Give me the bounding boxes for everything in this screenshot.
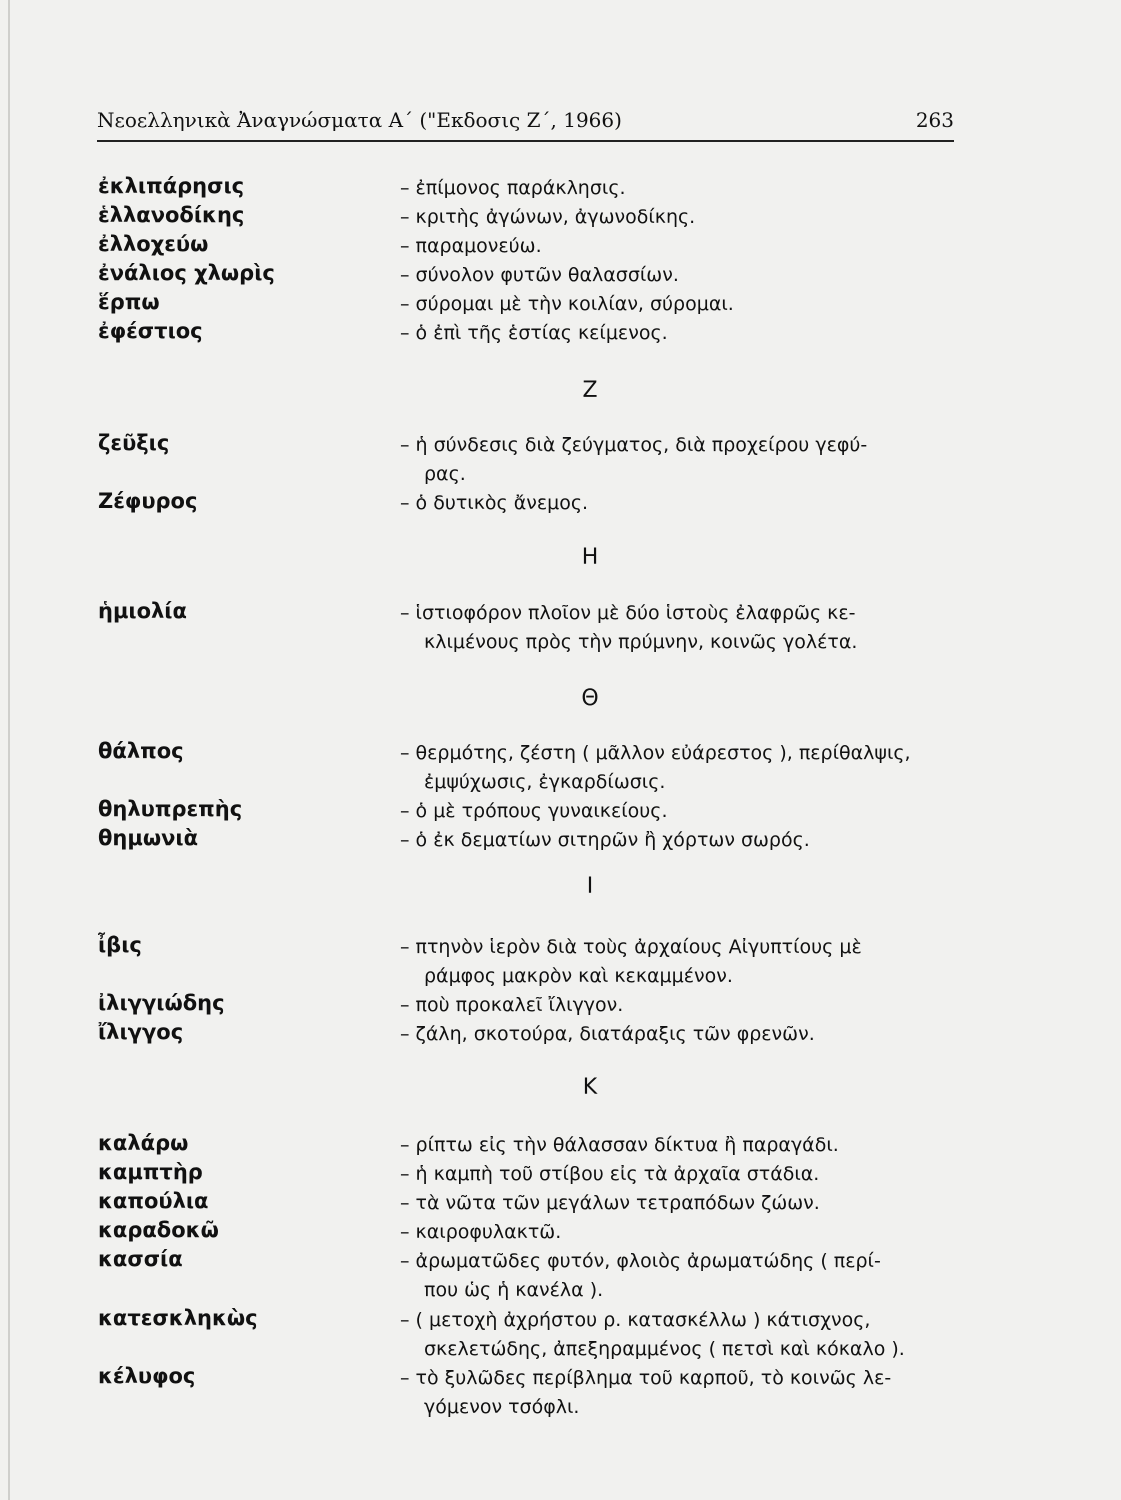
definition	[400, 232, 960, 261]
page-number: 263	[915, 108, 954, 132]
definition	[400, 261, 960, 290]
scan-edge	[8, 0, 10, 1500]
definition-line: – ὁ ἐκ δεματίων σιτηρῶν ἢ χόρτων σωρός.	[400, 829, 810, 851]
definition-line: γόμενον τσόφλι.	[424, 1396, 580, 1418]
definition	[400, 991, 960, 1020]
lemma: καλάρω	[98, 1131, 189, 1155]
lemma: ἕρπω	[98, 290, 160, 314]
definition	[400, 1218, 960, 1247]
definition-line: ρας.	[424, 463, 466, 485]
section-letter: Θ	[581, 686, 599, 711]
definition-line: – θερμότης, ζέστη ( μᾶλλον εὐάρεστος ), περίθαλψις,	[400, 742, 911, 764]
lemma: κατεσκληκὼς	[98, 1306, 258, 1330]
lemma: ἑλλανοδίκης	[98, 203, 245, 227]
definition-line: – κριτὴς ἀγώνων, ἀγωνοδίκης.	[400, 206, 696, 228]
lemma: καραδοκῶ	[98, 1218, 219, 1242]
definition	[400, 739, 960, 797]
lemma: κέλυφος	[98, 1364, 196, 1388]
definition	[400, 599, 960, 657]
lemma: ἐλλοχεύω	[98, 232, 209, 256]
section-letter: Ι	[586, 874, 594, 899]
header-rule	[97, 140, 954, 142]
lemma: θηλυπρεπὴς	[98, 797, 243, 821]
lemma: ἡμιολία	[98, 599, 187, 623]
lemma: ζεῦξις	[98, 431, 170, 455]
definition-line: – ρίπτω εἰς τὴν θάλασσαν δίκτυα ἢ παραγάδι.	[400, 1134, 839, 1156]
definition-line: – ζάλη, σκοτούρα, διατάραξις τῶν φρενῶν.	[400, 1023, 815, 1045]
definition-line: – ἱστιοφόρον πλοῖον μὲ δύο ἱστοὺς ἐλαφρῶς κε-	[400, 602, 856, 624]
definition-line: σκελετώδης, ἀπεξηραμμένος ( πετσὶ καὶ κόκαλο ).	[424, 1338, 905, 1360]
definition-line: κλιμένους πρὸς τὴν πρύμνην, κοινῶς γολέτα.	[424, 631, 858, 653]
definition	[400, 489, 960, 518]
definition-line: – ἡ καμπὴ τοῦ στίβου εἰς τὰ ἀρχαῖα στάδια.	[400, 1163, 820, 1185]
definition-line: ἐμψύχωσις, ἐγκαρδίωσις.	[424, 771, 666, 793]
lemma: καπούλια	[98, 1189, 209, 1213]
definition	[400, 290, 960, 319]
definition-line: – ὁ μὲ τρόπους γυναικείους.	[400, 800, 668, 822]
definition	[400, 431, 960, 489]
definition-line: – σύρομαι μὲ τὴν κοιλίαν, σύρομαι.	[400, 293, 734, 315]
definition-line: – ἐπίμονος παράκλησις.	[400, 177, 626, 199]
definition-line: – ὁ ἐπὶ τῆς ἑστίας κείμενος.	[400, 322, 668, 344]
definition-line: – τὰ νῶτα τῶν μεγάλων τετραπόδων ζώων.	[400, 1192, 820, 1214]
definition	[400, 319, 960, 348]
definition	[400, 1131, 960, 1160]
lemma: θάλπος	[98, 739, 184, 763]
definition-line: – ( μετοχὴ ἀχρήστου ρ. κατασκέλλω ) κάτισχνος,	[400, 1309, 871, 1331]
definition	[400, 933, 960, 991]
lemma: ἴλιγγος	[98, 1020, 184, 1044]
definition	[400, 1306, 960, 1364]
lemma: ἐφέστιος	[98, 319, 203, 343]
header-title: Νεοελληνικὰ Ἀναγνώσματα Α΄ ("Εκδοσις Ζ΄, 1966)	[97, 108, 622, 132]
definition	[400, 1364, 960, 1422]
lemma: θημωνιὰ	[98, 826, 198, 850]
lemma: ἐνάλιος χλωρὶς	[98, 261, 275, 285]
definition-line: – πτηνὸν ἱερὸν διὰ τοὺς ἀρχαίους Αἰγυπτίους μὲ	[400, 936, 862, 958]
definition-line: – καιροφυλακτῶ.	[400, 1221, 562, 1243]
definition	[400, 1160, 960, 1189]
section-letter: Ζ	[582, 378, 598, 403]
definition-line: – παραμονεύω.	[400, 235, 542, 257]
running-header	[97, 104, 954, 138]
lemma: Ζέφυρος	[98, 489, 198, 513]
definition	[400, 1247, 960, 1305]
definition-line: που ὡς ἡ κανέλα ).	[424, 1279, 604, 1301]
definition-line: – ὁ δυτικὸς ἄνεμος.	[400, 492, 589, 514]
lemma: ἐκλιπάρησις	[98, 174, 245, 198]
definition	[400, 1020, 960, 1049]
lemma: ἰλιγγιώδης	[98, 991, 225, 1015]
section-letter: Η	[581, 545, 599, 570]
lemma: καμπτὴρ	[98, 1160, 203, 1184]
definition	[400, 797, 960, 826]
lemma: κασσία	[98, 1247, 183, 1271]
definition-line: – ποὺ προκαλεῖ ἴλιγγον.	[400, 994, 624, 1016]
definition-line: – τὸ ξυλῶδες περίβλημα τοῦ καρποῦ, τὸ κοινῶς λε-	[400, 1367, 892, 1389]
section-letter: Κ	[582, 1075, 598, 1100]
definition	[400, 1189, 960, 1218]
definition-line: – ἡ σύνδεσις διὰ ζεύγματος, διὰ προχείρου γεφύ-	[400, 434, 868, 456]
definition	[400, 174, 960, 203]
definition	[400, 203, 960, 232]
definition-line: ράμφος μακρὸν καὶ κεκαμμένον.	[424, 965, 733, 987]
lemma: ἶβις	[98, 933, 142, 957]
definition	[400, 826, 960, 855]
definition-line: – ἀρωματῶδες φυτόν, φλοιὸς ἀρωματώδης ( περί-	[400, 1250, 881, 1272]
definition-line: – σύνολον φυτῶν θαλασσίων.	[400, 264, 679, 286]
